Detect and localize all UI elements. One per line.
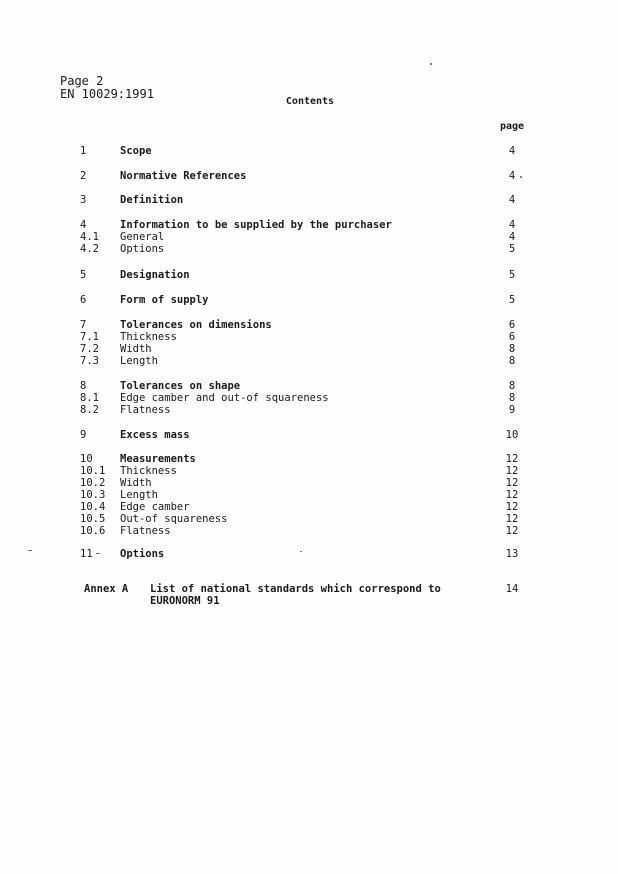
toc-entry-number: 10 [80,453,93,465]
toc-entry-number: 3 [80,194,87,206]
toc-entry-page: 8 [508,343,516,355]
annex-title [150,583,441,607]
toc-entry-number: 10.4 [80,501,106,513]
scan-speck [520,176,522,178]
toc-entry-page: 12 [505,453,519,465]
toc-entry-page: 12 [505,501,519,513]
toc-entry-title: Out-of squareness [120,513,228,525]
toc-entry-page: 4 [508,170,516,182]
toc-entry [0,219,618,231]
toc-entry-page: 8 [508,355,516,367]
toc-entry-number: 5 [80,269,87,281]
toc-entry [0,294,618,306]
toc-entry [0,392,618,404]
toc-entry-title: Information to be supplied by the purchaser [120,219,392,231]
toc-entry-number: 7 [80,319,87,331]
toc-entry-number: 7.2 [80,343,99,355]
toc-entry-page: 4 [508,219,516,231]
toc-entry-title: Form of supply [120,294,209,306]
toc-entry-title: Length [120,489,158,501]
toc-entry-page: 5 [508,243,516,255]
toc-entry-number: 4 [80,219,87,231]
toc-entry-page: 12 [505,477,519,489]
toc-entry-number: 8 [80,380,87,392]
toc-entry-number: 8.2 [80,404,99,416]
toc-entry [0,465,618,477]
annex-page: 14 [505,583,519,595]
toc-entry-number: 10.5 [80,513,106,525]
scan-speck [96,553,100,554]
toc-entry-title: Designation [120,269,190,281]
toc-entry-page: 12 [505,525,519,537]
toc-entry [0,319,618,331]
toc-entry [0,453,618,465]
toc-entry-page: 12 [505,465,519,477]
toc-entry-title: Flatness [120,404,171,416]
toc-entry [0,429,618,441]
toc-entry-number: 1 [80,145,87,157]
toc-entry [0,331,618,343]
toc-entry-title: Tolerances on dimensions [120,319,272,331]
toc-entry-page: 4 [508,145,516,157]
toc-entry [0,231,618,243]
toc-entry-title: Width [120,477,152,489]
toc-entry-page: 6 [508,319,516,331]
scan-speck [28,550,32,551]
toc-entry [0,548,618,560]
toc-entry-title: Definition [120,194,184,206]
toc-entry-page: 13 [505,548,519,560]
toc-entry [0,501,618,513]
toc-entry-title: Edge camber [120,501,190,513]
toc-entry-title: Excess mass [120,429,190,441]
toc-entry [0,404,618,416]
toc-entry-title: Thickness [120,465,177,477]
toc-entry-page: 8 [508,380,516,392]
toc-entry-title: Edge camber and out-of squareness [120,392,329,404]
toc-entry-title: Normative References [120,170,247,182]
toc-entry-number: 7.3 [80,355,99,367]
toc-entry [0,355,618,367]
toc-entry-title: Options [120,548,165,560]
toc-entry-page: 4 [508,194,516,206]
toc-entry-number: 10.1 [80,465,106,477]
toc-entry [0,477,618,489]
toc-entry-page: 5 [508,294,516,306]
toc-entry [0,513,618,525]
toc-entry-title: Options [120,243,165,255]
page-title: Contents [285,96,335,107]
scan-speck [300,551,302,552]
toc-entry-number: 7.1 [80,331,99,343]
toc-entry-title: Scope [120,145,152,157]
toc-entry [0,243,618,255]
toc-entry-page: 5 [508,269,516,281]
annex-title-line1: List of national standards which correspond to [150,583,441,595]
toc-entry-number: 6 [80,294,87,306]
toc-entry-title: Tolerances on shape [120,380,241,392]
toc-entry-page: 6 [508,331,516,343]
annex-title-line2: EURONORM 91 [150,595,220,607]
toc-entry [0,525,618,537]
scan-speck [430,63,432,65]
toc-entry-number: 11 [80,548,93,560]
toc-entry [0,380,618,392]
toc-entry-page: 8 [508,392,516,404]
toc-entry-number: 10.6 [80,525,106,537]
toc-entry [0,269,618,281]
standard-id: EN 10029:1991 [60,87,154,101]
toc-entry-number: 4.2 [80,243,99,255]
toc-entry [0,145,618,157]
toc-entry [0,170,618,182]
toc-entry-page: 12 [505,489,519,501]
toc-entry-title: Measurements [120,453,196,465]
annex-number: Annex A [84,583,129,595]
toc-entry-number: 2 [80,170,87,182]
toc-entry-page: 4 [508,231,516,243]
toc-entry-number: 10.2 [80,477,106,489]
toc-entry-title: Thickness [120,331,177,343]
toc-entry-title: Flatness [120,525,171,537]
toc-entry-title: Length [120,355,158,367]
toc-entry-number: 9 [80,429,87,441]
page-column-label: page [499,121,525,132]
toc-entry-page: 10 [505,429,519,441]
toc-entry-title: Width [120,343,152,355]
toc-entry-number: 8.1 [80,392,99,404]
toc-entry [0,343,618,355]
toc-entry-number: 4.1 [80,231,99,243]
toc-entry-page: 9 [508,404,516,416]
toc-entry-title: General [120,231,165,243]
toc-entry [0,489,618,501]
page-number: Page 2 [60,74,104,88]
toc-entry-number: 10.3 [80,489,106,501]
toc-entry [0,194,618,206]
toc-entry-page: 12 [505,513,519,525]
